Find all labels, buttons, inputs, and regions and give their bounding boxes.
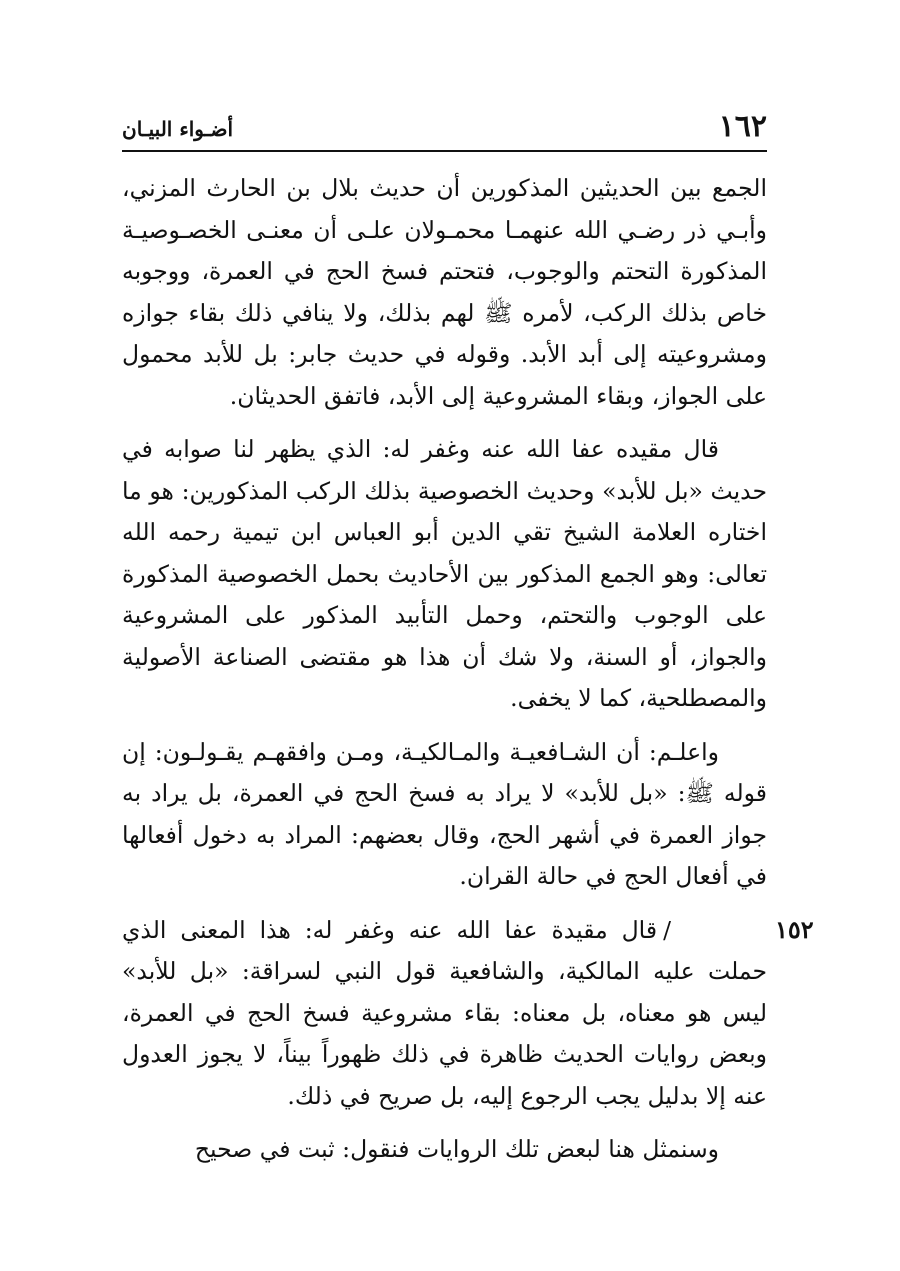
page-header bbox=[122, 108, 767, 148]
book-title: أضـواء البيـان bbox=[122, 117, 234, 141]
paragraph-4 bbox=[122, 910, 767, 1118]
paragraph-2: قال مقيده عفا الله عنه وغفر له: الذي يظهر لنا صوابه في حديث «بل للأبد» وحديث الخصوصية بذلك الركب المذكورين: هو ما اختاره العلامة الشيخ تقي الدين أبو العباس ابن تيمية رحمه الله تعالى: وهو الجمع المذكور بين الأحاديث بحمل الخصوصية المذكورة على الوجوب والتحتم، وحمل التأبيد المذكور على المشروعية والجواز، أو السنة، ولا شك أن هذا هو مقتضى الصناعة الأصولية والمصطلحية، كما لا يخفى. bbox=[122, 435, 767, 712]
paragraph-1: الجمع بين الحديثين المذكورين أن حديث بلال بن الحارث المزني، وأبـي ذر رضـي الله عنهمـا محمـولان علـى أن معنـى الخصـوصيـة المذكورة التحتم والوجوب، فتحتم فسخ الحج في العمرة، ووجوبه خاص بذلك الركب، لأمره ﷺ لهم بذلك، ولا ينافي ذلك بقاء جوازه ومشروعيته إلى أبد الأبد. وقوله في حديث جابر: بل للأبد محمول على الجواز، وبقاء المشروعية إلى الأبد، فاتفق الحديثان. bbox=[122, 174, 767, 410]
page-number: ١٦٢ bbox=[718, 109, 767, 144]
paragraph-4-text: قال مقيدة عفا الله عنه وغفر له: هذا المعنى الذي حملت عليه المالكية، والشافعية قول النبي لسراقة: «بل للأبد» ليس هو معناه، بل معناه: بقاء مشروعية فسخ الحج في العمرة، وبعض روايات الحديث ظاهرة في ذلك ظهوراً بيناً، لا يجوز العدول عنه إلا بدليل يجب الرجوع إليه، بل صريح في ذلك. bbox=[122, 915, 767, 1110]
margin-page-reference: ١٥٢ bbox=[775, 915, 814, 944]
paragraph-5: وسنمثل هنا لبعض تلك الروايات فنقول: ثبت في صحيح bbox=[194, 1135, 719, 1163]
paragraph-3: واعلـم: أن الشـافعيـة والمـالكيـة، ومـن وافقهـم يقـولـون: إن قوله ﷺ: «بل للأبد» لا يراد به فسخ الحج في العمرة، بل يراد به جواز العمرة في أشهر الحج، وقال بعضهم: المراد به دخول أفعالها في أفعال الحج في حالة القران. bbox=[122, 737, 767, 890]
body-text bbox=[122, 168, 767, 1183]
page-break-marker: / bbox=[663, 915, 671, 944]
header-divider bbox=[122, 150, 767, 152]
